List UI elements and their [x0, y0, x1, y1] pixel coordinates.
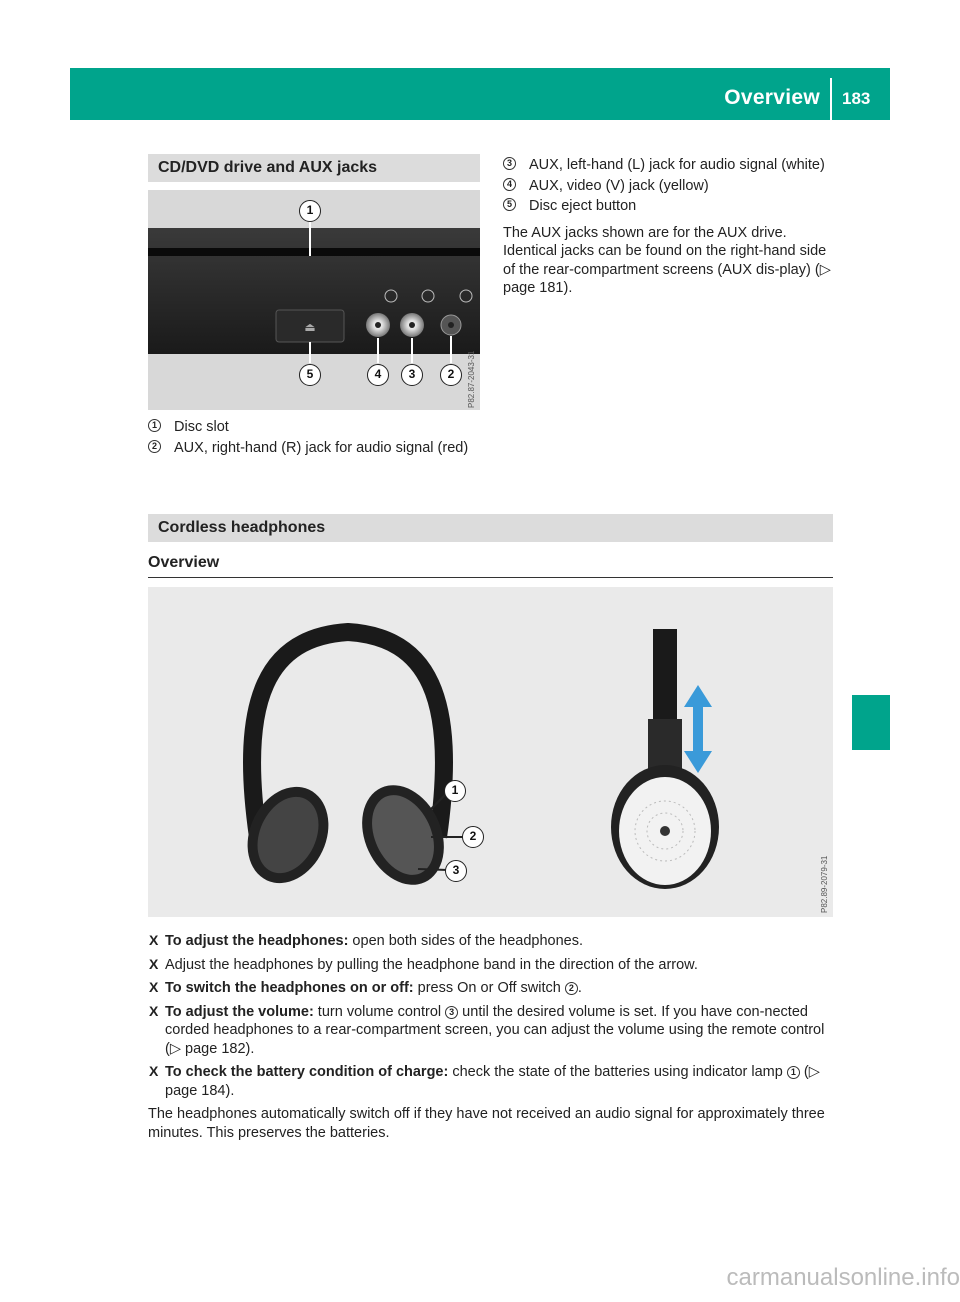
subheading-rule — [148, 577, 833, 578]
instruction-bold: To adjust the volume: — [165, 1003, 314, 1020]
instruction-tail: ). — [245, 1040, 255, 1057]
callout-2: 2 — [462, 826, 484, 848]
legend-right — [503, 156, 836, 298]
inline-callout: 2 — [565, 982, 578, 995]
legend-item — [503, 197, 836, 216]
legend-text: Disc eject button — [529, 198, 637, 215]
legend-num: 4 — [503, 178, 516, 191]
figure-code-2: P82.89-2079-31 — [820, 855, 829, 913]
legend-num: 3 — [503, 157, 516, 170]
instruction-text: open both sides of the headphones. — [348, 933, 584, 949]
section-heading-cd-dvd: CD/DVD drive and AUX jacks — [148, 154, 480, 182]
instruction-text: check the state of the batteries using indicator lamp — [448, 1064, 787, 1081]
figure-headphones — [148, 587, 833, 917]
callout-4: 4 — [367, 364, 389, 386]
page-ref-link[interactable]: page 184 — [165, 1082, 226, 1099]
page-ref-link[interactable]: page 181 — [503, 280, 564, 297]
page-number: 183 — [842, 89, 871, 108]
legend-item — [148, 418, 480, 437]
section-heading-headphones: Cordless headphones — [148, 514, 833, 542]
legend-text: AUX, right-hand (R) jack for audio signal (red) — [174, 439, 469, 456]
legend-num: 5 — [503, 198, 516, 211]
svg-text:⏏: ⏏ — [304, 320, 316, 334]
aux-paragraph-tail: ). — [563, 280, 573, 297]
aux-paragraph — [503, 224, 836, 298]
footer-watermark: carmanualsonline.info — [726, 1264, 960, 1292]
callout-2: 2 — [440, 364, 462, 386]
bullet-x-icon: X — [149, 955, 159, 972]
instruction-bold: To switch the headphones on or off: — [165, 980, 414, 997]
legend-num: 1 — [148, 419, 161, 432]
instruction-item — [148, 1063, 833, 1100]
instruction-item — [148, 1003, 833, 1059]
inline-callout: 1 — [787, 1066, 800, 1079]
callout-5: 5 — [299, 364, 321, 386]
bullet-x-icon: X — [149, 979, 159, 996]
disc-slot — [148, 248, 480, 256]
page-ref-arrow-icon: ▷ — [819, 261, 831, 278]
legend-text: Disc slot — [174, 419, 229, 435]
inline-callout: 3 — [445, 1006, 458, 1019]
callout-1: 1 — [444, 780, 466, 802]
instruction-tail: until the desired volume is set. If you have con-nected corded headphones to a rear-compartment screen, you can adjust the volume using the remote control ( — [165, 1003, 825, 1057]
legend-text: AUX, left-hand (L) jack for audio signal (white) — [529, 157, 825, 173]
instruction-text: turn volume control — [313, 1003, 446, 1020]
header-divider — [830, 78, 832, 120]
figure-cd-drive — [148, 190, 480, 410]
instruction-text: Adjust the headphones by pulling the headphone band in the direction of the arrow. — [165, 956, 698, 973]
callout-3: 3 — [401, 364, 423, 386]
aux-paragraph-text: The AUX jacks shown are for the AUX drive. Identical jacks can be found on the right-hand side of the rear-compartment screens (AUX dis-play) ( — [503, 224, 827, 278]
callout-1: 1 — [299, 200, 321, 222]
legend-num: 2 — [148, 440, 161, 453]
page-ref-arrow-icon: ▷ — [808, 1064, 820, 1081]
instruction-tail: . — [577, 980, 582, 997]
closing-paragraph: The headphones automatically switch off if they have not received an audio signal for approximately three minutes. This preserves the batteries. — [148, 1106, 825, 1141]
page-ref-link[interactable]: page 182 — [185, 1040, 246, 1057]
callout-3: 3 — [445, 860, 467, 882]
headphones-illustration — [148, 587, 833, 917]
bullet-x-icon: X — [149, 932, 159, 948]
bullet-x-icon: X — [149, 1063, 159, 1080]
instruction-item — [148, 979, 833, 998]
instruction-tail: ( — [799, 1064, 809, 1081]
side-chapter-label — [895, 0, 930, 1302]
instruction-item — [148, 932, 833, 951]
instruction-item — [148, 956, 833, 975]
page-ref-arrow-icon: ▷ — [169, 1040, 181, 1057]
side-tab-marker — [852, 695, 890, 750]
legend-item — [503, 156, 836, 175]
instruction-bold: To adjust the headphones: — [165, 933, 349, 949]
legend-text: AUX, video (V) jack (yellow) — [529, 177, 709, 194]
instruction-bold: To check the battery condition of charge: — [165, 1064, 449, 1081]
legend-item — [148, 439, 480, 458]
subheading-overview: Overview — [148, 554, 220, 571]
instruction-text: press On or Off switch — [413, 980, 565, 997]
legend-left — [148, 418, 480, 459]
page-title: Overview — [724, 86, 820, 109]
legend-item — [503, 177, 836, 196]
instruction-tail: ). — [225, 1082, 235, 1099]
figure-code-1: P82.87-2043-31 — [467, 350, 476, 408]
instruction-list — [148, 932, 833, 1142]
bullet-x-icon: X — [149, 1002, 159, 1019]
